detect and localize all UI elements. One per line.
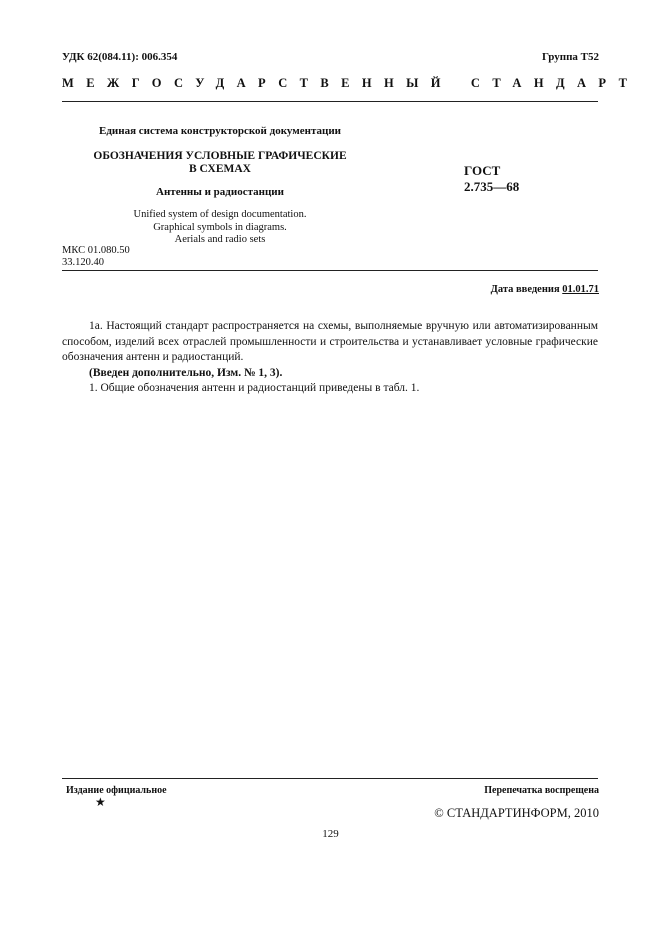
standard-type-heading [62,76,639,91]
intro-date-label: Дата введения [490,284,560,295]
group-code: Группа Т52 [541,51,599,63]
system-name: Единая система конструкторской документации [99,125,341,137]
english-title-line1: Unified system of design documentation. [133,209,307,220]
reprint-notice: Перепечатка воспрещена [484,785,599,796]
official-edition: Издание официальное [66,785,167,796]
body-text [62,319,598,397]
document-title-line2: В СХЕМАХ [189,163,251,175]
paragraph-1: 1. Общие обозначения антенн и радиостанций приведены в табл. 1. [89,382,420,394]
footer-divider [62,778,598,779]
intro-date [491,284,599,295]
intro-date-value: 01.01.71 [562,284,599,295]
english-title [62,209,378,247]
title-divider [62,270,598,271]
english-title-line3: Aerials and radio sets [174,234,266,245]
gost-number: 2.735—68 [464,179,520,194]
copyright: © СТАНДАРТИНФОРМ, 2010 [434,806,599,820]
paragraph-1a: 1а. Настоящий стандарт распространяется на схемы, выполняемые вручную или автоматизированным способом, изделий всех отраслей промышленности и строительства и устанавливает условные графические обозначения антенн и радиостанций. [62,320,598,363]
mks-codes [62,245,130,268]
header-divider [62,101,598,102]
document-title-line1: ОБОЗНАЧЕНИЯ УСЛОВНЫЕ ГРАФИЧЕСКИЕ [93,150,347,162]
english-title-line2: Graphical symbols in diagrams. [153,221,287,233]
document-subtitle: Антенны и радиостанции [156,186,284,198]
mks-code-2: 33.120.40 [62,256,104,268]
standard-type-word1: МЕЖГОСУДАРСТВЕННЫЙ [62,76,453,90]
document-title [62,150,378,176]
page-number: 129 [322,828,339,840]
standard-type-word2: СТАНДАРТ [470,76,640,90]
amendment-note: (Введен дополнительно, Изм. № 1, 3). [89,366,283,379]
gost-label: ГОСТ [464,163,501,178]
mks-code-1: МКС 01.080.50 [62,245,130,256]
gost-designation [464,163,519,195]
udk-code: УДК 62(084.11): 006.354 [62,51,178,63]
star-icon: ★ [95,795,106,809]
